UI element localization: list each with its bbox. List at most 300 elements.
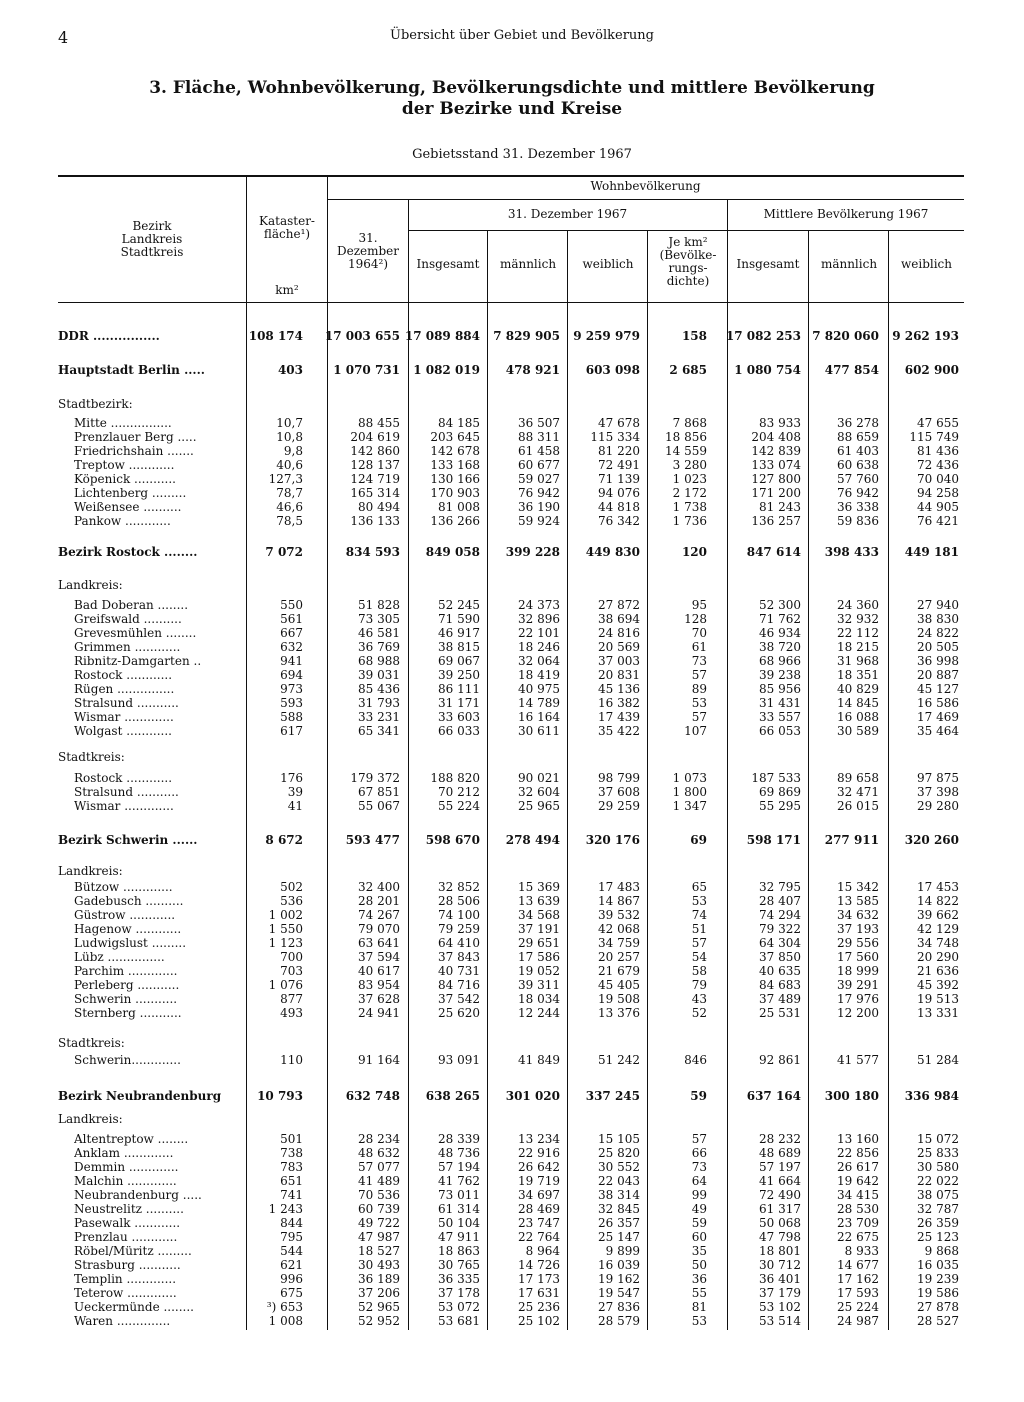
cell-value: 17 089 884 <box>404 329 480 343</box>
cell-value: 700 <box>280 950 303 964</box>
row-label: Bezirk Rostock ........ <box>58 545 198 559</box>
cell-value: 57 <box>691 936 707 950</box>
cell-value: 9,8 <box>283 444 303 458</box>
cell-value: 37 193 <box>837 922 879 936</box>
table-row <box>0 1272 1024 1286</box>
table-row <box>0 500 1024 514</box>
row-label: Demmin ............. <box>74 1160 179 1174</box>
cell-value: 70 <box>691 626 707 640</box>
cell-value: 20 505 <box>917 640 959 654</box>
cell-value: 24 360 <box>837 598 879 612</box>
row-label: Hagenow ............ <box>74 922 182 936</box>
cell-value: 50 104 <box>438 1216 480 1230</box>
cell-value: 16 586 <box>917 696 959 710</box>
cell-value: 37 850 <box>759 950 801 964</box>
cell-value: 30 589 <box>837 724 879 738</box>
header-maennlich-mittel: männlich <box>820 257 878 271</box>
cell-value: 57 <box>691 1132 707 1146</box>
cell-value: 45 392 <box>917 978 959 992</box>
cell-value: 278 494 <box>505 833 560 847</box>
cell-value: 17 593 <box>837 1286 879 1300</box>
cell-value: 60 677 <box>518 458 560 472</box>
cell-value: 15 105 <box>598 1132 640 1146</box>
row-label: Mitte ................ <box>74 416 172 430</box>
row-label: Altentreptow ........ <box>74 1132 189 1146</box>
cell-value: 94 076 <box>598 486 640 500</box>
cell-value: 19 719 <box>518 1174 560 1188</box>
cell-value: 449 181 <box>904 545 959 559</box>
cell-value: 25 236 <box>518 1300 560 1314</box>
cell-value: 621 <box>280 1258 303 1272</box>
cell-value: 36 338 <box>837 500 879 514</box>
cell-value: 88 455 <box>358 416 400 430</box>
cell-value: 8 933 <box>844 1244 879 1258</box>
cell-value: 72 491 <box>598 458 640 472</box>
cell-value: 1 076 <box>268 978 303 992</box>
cell-value: 23 709 <box>837 1216 879 1230</box>
table-row <box>0 992 1024 1006</box>
cell-value: 22 675 <box>837 1230 879 1244</box>
cell-value: 17 082 253 <box>725 329 801 343</box>
cell-value: 27 872 <box>598 598 640 612</box>
cell-value: 39 311 <box>518 978 560 992</box>
cell-value: 52 <box>691 1006 707 1020</box>
cell-value: 32 845 <box>598 1202 640 1216</box>
row-label: Teterow ............. <box>74 1286 177 1300</box>
cell-value: 83 954 <box>358 978 400 992</box>
cell-value: 18 246 <box>518 640 560 654</box>
cell-value: 25 620 <box>438 1006 480 1020</box>
row-label: Grimmen ............ <box>74 640 181 654</box>
cell-value: 598 171 <box>746 833 801 847</box>
cell-value: 79 322 <box>759 922 801 936</box>
cell-value: 32 604 <box>518 785 560 799</box>
cell-value: 477 854 <box>824 363 879 377</box>
cell-value: 598 670 <box>425 833 480 847</box>
cell-value: 136 266 <box>430 514 480 528</box>
cell-value: 651 <box>280 1174 303 1188</box>
cell-value: 43 <box>691 992 707 1006</box>
cell-value: 57 760 <box>837 472 879 486</box>
table-row <box>0 626 1024 640</box>
cell-value: 108 174 <box>248 329 303 343</box>
row-label: Wolgast ............ <box>74 724 172 738</box>
cell-value: 22 112 <box>837 626 879 640</box>
cell-value: 41 762 <box>438 1174 480 1188</box>
cell-value: 28 527 <box>917 1314 959 1328</box>
cell-value: 28 506 <box>438 894 480 908</box>
cell-value: 176 <box>280 771 303 785</box>
cell-value: 69 <box>690 833 707 847</box>
cell-value: 128 137 <box>350 458 400 472</box>
cell-value: 16 035 <box>917 1258 959 1272</box>
row-label: Malchin ............. <box>74 1174 177 1188</box>
cell-value: 22 916 <box>518 1146 560 1160</box>
cell-value: 18 034 <box>518 992 560 1006</box>
cell-value: 84 716 <box>438 978 480 992</box>
table-row <box>0 1160 1024 1174</box>
header-kataster-unit: km² <box>275 283 299 297</box>
table-row <box>0 1216 1024 1230</box>
header-wohnbevoelkerung: Wohnbevölkerung <box>590 179 701 193</box>
cell-value: 17 453 <box>917 880 959 894</box>
cell-value: 18 999 <box>837 964 879 978</box>
cell-value: 849 058 <box>425 545 480 559</box>
cell-value: 85 956 <box>759 682 801 696</box>
cell-value: 12 200 <box>837 1006 879 1020</box>
cell-value: 632 <box>280 640 303 654</box>
row-label: Sternberg ........... <box>74 1006 182 1020</box>
cell-value: 1 243 <box>268 1202 303 1216</box>
cell-value: 28 469 <box>518 1202 560 1216</box>
cell-value: 37 843 <box>438 950 480 964</box>
cell-value: 17 586 <box>518 950 560 964</box>
row-label: DDR ................ <box>58 329 160 343</box>
row-label: Ueckermünde ........ <box>74 1300 194 1314</box>
cell-value: 18 419 <box>518 668 560 682</box>
cell-value: 9 868 <box>924 1244 959 1258</box>
cell-value: 7 868 <box>672 416 707 430</box>
cell-value: 637 164 <box>746 1089 801 1103</box>
cell-value: 136 133 <box>350 514 400 528</box>
cell-value: 1 073 <box>672 771 707 785</box>
table-row <box>0 545 1024 559</box>
cell-value: 996 <box>280 1272 303 1286</box>
cell-value: 32 795 <box>759 880 801 894</box>
cell-value: 877 <box>280 992 303 1006</box>
table-row <box>0 1188 1024 1202</box>
row-label: Lichtenberg ......... <box>74 486 187 500</box>
cell-value: 16 039 <box>598 1258 640 1272</box>
cell-value: 18 801 <box>759 1244 801 1258</box>
cell-value: 19 239 <box>917 1272 959 1286</box>
cell-value: 28 579 <box>598 1314 640 1328</box>
row-label: Greifswald .......... <box>74 612 182 626</box>
cell-value: 71 762 <box>759 612 801 626</box>
cell-value: 37 206 <box>358 1286 400 1300</box>
cell-value: 30 580 <box>917 1160 959 1174</box>
cell-value: 39 662 <box>917 908 959 922</box>
cell-value: 85 436 <box>358 682 400 696</box>
cell-value: 53 514 <box>759 1314 801 1328</box>
cell-value: 28 339 <box>438 1132 480 1146</box>
cell-value: 667 <box>280 626 303 640</box>
cell-value: 36 335 <box>438 1272 480 1286</box>
cell-value: 142 678 <box>430 444 480 458</box>
cell-value: 398 433 <box>824 545 879 559</box>
cell-value: 40,6 <box>276 458 303 472</box>
row-label: Stralsund ........... <box>74 785 179 799</box>
cell-value: 18 215 <box>837 640 879 654</box>
table-row <box>0 1112 1024 1126</box>
cell-value: 34 415 <box>837 1188 879 1202</box>
table-row <box>0 696 1024 710</box>
header-bezirk: Bezirk Landkreis Stadtkreis <box>120 219 184 259</box>
row-label: Bützow ............. <box>74 880 173 894</box>
cell-value: 14 677 <box>837 1258 879 1272</box>
header-mittlere: Mittlere Bevölkerung 1967 <box>763 207 929 221</box>
cell-value: 54 <box>691 950 707 964</box>
cell-value: 1 736 <box>672 514 707 528</box>
cell-value: 30 552 <box>598 1160 640 1174</box>
cell-value: 15 369 <box>518 880 560 894</box>
cell-value: 36 769 <box>358 640 400 654</box>
cell-value: 72 490 <box>759 1188 801 1202</box>
row-label: Lübz ............... <box>74 950 165 964</box>
table-row <box>0 785 1024 799</box>
cell-value: 15 072 <box>917 1132 959 1146</box>
cell-value: 73 305 <box>358 612 400 626</box>
cell-value: 188 820 <box>430 771 480 785</box>
cell-value: 70 536 <box>358 1188 400 1202</box>
cell-value: 142 860 <box>350 444 400 458</box>
table-row <box>0 833 1024 847</box>
row-label: Anklam ............. <box>74 1146 174 1160</box>
cell-value: 68 988 <box>358 654 400 668</box>
cell-value: 493 <box>280 1006 303 1020</box>
cell-value: 973 <box>280 682 303 696</box>
row-label: Neustrelitz .......... <box>74 1202 184 1216</box>
cell-value: 20 887 <box>917 668 959 682</box>
cell-value: 17 631 <box>518 1286 560 1300</box>
cell-value: 19 513 <box>917 992 959 1006</box>
cell-value: 27 878 <box>917 1300 959 1314</box>
table-row <box>0 363 1024 377</box>
cell-value: 95 <box>691 598 707 612</box>
cell-value: 19 547 <box>598 1286 640 1300</box>
cell-value: 29 556 <box>837 936 879 950</box>
row-label: Stralsund ........... <box>74 696 179 710</box>
table-row <box>0 1314 1024 1328</box>
cell-value: 115 334 <box>590 430 640 444</box>
cell-value: 66 053 <box>759 724 801 738</box>
row-label: Pankow ............ <box>74 514 171 528</box>
cell-value: 128 <box>684 612 707 626</box>
cell-value: 544 <box>280 1244 303 1258</box>
cell-value: 33 231 <box>358 710 400 724</box>
cell-value: 40 731 <box>438 964 480 978</box>
table-row <box>0 1230 1024 1244</box>
cell-value: 18 351 <box>837 668 879 682</box>
cell-value: 31 171 <box>438 696 480 710</box>
cell-value: 44 818 <box>598 500 640 514</box>
cell-value: 72 436 <box>917 458 959 472</box>
cell-value: 41 577 <box>837 1053 879 1067</box>
title-line-2: der Bezirke und Kreise <box>401 99 623 119</box>
cell-value: 28 232 <box>759 1132 801 1146</box>
table-row <box>0 397 1024 411</box>
row-label: Strasburg ........... <box>74 1258 181 1272</box>
cell-value: 7 820 060 <box>812 329 879 343</box>
cell-value: 28 407 <box>759 894 801 908</box>
cell-value: 24 987 <box>837 1314 879 1328</box>
cell-value: 40 975 <box>518 682 560 696</box>
header-dez1967: 31. Dezember 1967 <box>507 207 628 221</box>
cell-value: 158 <box>681 329 707 343</box>
cell-value: 834 593 <box>345 545 400 559</box>
page-number: 4 <box>58 28 69 47</box>
cell-value: 34 632 <box>837 908 879 922</box>
cell-value: 74 267 <box>358 908 400 922</box>
cell-value: 41 664 <box>759 1174 801 1188</box>
cell-value: 10 793 <box>257 1089 303 1103</box>
cell-value: 76 942 <box>837 486 879 500</box>
table-row <box>0 864 1024 878</box>
table-row <box>0 1244 1024 1258</box>
cell-value: 1 002 <box>268 908 303 922</box>
cell-value: 20 257 <box>598 950 640 964</box>
cell-value: 36 <box>691 1272 707 1286</box>
cell-value: 35 422 <box>598 724 640 738</box>
cell-value: 79 070 <box>358 922 400 936</box>
cell-value: 301 020 <box>505 1089 560 1103</box>
cell-value: 52 300 <box>759 598 801 612</box>
cell-value: 55 <box>691 1286 707 1300</box>
cell-value: 31 431 <box>759 696 801 710</box>
cell-value: 60 <box>691 1230 707 1244</box>
cell-value: 24 373 <box>518 598 560 612</box>
cell-value: 21 679 <box>598 964 640 978</box>
cell-value: 19 508 <box>598 992 640 1006</box>
cell-value: 110 <box>280 1053 303 1067</box>
cell-value: 13 376 <box>598 1006 640 1020</box>
cell-value: 29 259 <box>598 799 640 813</box>
cell-value: 59 836 <box>837 514 879 528</box>
cell-value: 48 632 <box>358 1146 400 1160</box>
cell-value: 61 314 <box>438 1202 480 1216</box>
cell-value: 25 965 <box>518 799 560 813</box>
header-weiblich: weiblich <box>582 257 634 271</box>
cell-value: 9 259 979 <box>573 329 640 343</box>
cell-value: 53 <box>691 696 707 710</box>
cell-value: 58 <box>691 964 707 978</box>
cell-value: 34 759 <box>598 936 640 950</box>
cell-value: 25 224 <box>837 1300 879 1314</box>
cell-value: 13 639 <box>518 894 560 908</box>
cell-value: 17 976 <box>837 992 879 1006</box>
header-weiblich-mittel: weiblich <box>900 257 953 271</box>
cell-value: 142 839 <box>751 444 801 458</box>
cell-value: 78,5 <box>276 514 303 528</box>
row-label: Parchim ............. <box>74 964 178 978</box>
cell-value: 24 941 <box>358 1006 400 1020</box>
cell-value: 79 259 <box>438 922 480 936</box>
cell-value: 67 851 <box>358 785 400 799</box>
cell-value: 50 <box>691 1258 707 1272</box>
cell-value: 81 008 <box>438 500 480 514</box>
cell-value: 1 082 019 <box>413 363 480 377</box>
cell-value: 37 628 <box>358 992 400 1006</box>
cell-value: 337 245 <box>585 1089 640 1103</box>
cell-value: 89 658 <box>837 771 879 785</box>
cell-value: 37 191 <box>518 922 560 936</box>
running-head: Übersicht über Gebiet und Bevölkerung <box>390 28 654 43</box>
cell-value: 33 603 <box>438 710 480 724</box>
cell-value: 300 180 <box>824 1089 879 1103</box>
cell-value: 19 162 <box>598 1272 640 1286</box>
cell-value: 53 <box>691 1314 707 1328</box>
cell-value: 60 739 <box>358 1202 400 1216</box>
cell-value: 37 608 <box>598 785 640 799</box>
cell-value: 25 531 <box>759 1006 801 1020</box>
cell-value: 25 147 <box>598 1230 640 1244</box>
cell-value: 79 <box>691 978 707 992</box>
cell-value: 57 194 <box>438 1160 480 1174</box>
cell-value: 617 <box>280 724 303 738</box>
cell-value: 47 678 <box>598 416 640 430</box>
cell-value: 478 921 <box>505 363 560 377</box>
table-row <box>0 612 1024 626</box>
cell-value: 28 201 <box>358 894 400 908</box>
header-je-km2: Je km² (Bevölke- rungs- dichte) <box>659 235 717 288</box>
cell-value: 41 <box>287 799 303 813</box>
table-row <box>0 964 1024 978</box>
cell-value: 13 331 <box>917 1006 959 1020</box>
cell-value: 632 748 <box>345 1089 400 1103</box>
cell-value: 42 129 <box>917 922 959 936</box>
cell-value: 203 645 <box>430 430 480 444</box>
cell-value: 57 077 <box>358 1160 400 1174</box>
cell-value: 26 617 <box>837 1160 879 1174</box>
cell-value: 17 560 <box>837 950 879 964</box>
cell-value: 30 712 <box>759 1258 801 1272</box>
cell-value: 59 924 <box>518 514 560 528</box>
cell-value: 37 489 <box>759 992 801 1006</box>
cell-value: 36 507 <box>518 416 560 430</box>
table-row <box>0 654 1024 668</box>
cell-value: 20 831 <box>598 668 640 682</box>
cell-value: 9 262 193 <box>892 329 959 343</box>
cell-value: 61 <box>691 640 707 654</box>
cell-value: 33 557 <box>759 710 801 724</box>
cell-value: 31 793 <box>358 696 400 710</box>
cell-value: 63 641 <box>358 936 400 950</box>
cell-value: 17 439 <box>598 710 640 724</box>
cell-value: 51 284 <box>917 1053 959 1067</box>
cell-value: 23 747 <box>518 1216 560 1230</box>
cell-value: 93 091 <box>438 1053 480 1067</box>
cell-value: 34 568 <box>518 908 560 922</box>
cell-value: 86 111 <box>438 682 480 696</box>
table-row <box>0 724 1024 738</box>
cell-value: 25 820 <box>598 1146 640 1160</box>
cell-value: 83 933 <box>759 416 801 430</box>
cell-value: 16 088 <box>837 710 879 724</box>
cell-value: 550 <box>280 598 303 612</box>
cell-value: 39 238 <box>759 668 801 682</box>
cell-value: 133 168 <box>430 458 480 472</box>
table-row <box>0 936 1024 950</box>
cell-value: 32 896 <box>518 612 560 626</box>
cell-value: 124 719 <box>350 472 400 486</box>
cell-value: 25 833 <box>917 1146 959 1160</box>
cell-value: 187 533 <box>751 771 801 785</box>
cell-value: 22 764 <box>518 1230 560 1244</box>
cell-value: 38 720 <box>759 640 801 654</box>
table-row <box>0 640 1024 654</box>
cell-value: 92 861 <box>759 1053 801 1067</box>
row-label: Wismar ............. <box>74 710 174 724</box>
cell-value: 17 162 <box>837 1272 879 1286</box>
cell-value: 46,6 <box>276 500 303 514</box>
cell-value: 30 493 <box>358 1258 400 1272</box>
cell-value: 18 856 <box>665 430 707 444</box>
cell-value: 66 <box>691 1146 707 1160</box>
cell-value: 81 <box>691 1300 707 1314</box>
cell-value: 45 127 <box>917 682 959 696</box>
cell-value: 38 830 <box>917 612 959 626</box>
cell-value: 39 <box>287 785 303 799</box>
